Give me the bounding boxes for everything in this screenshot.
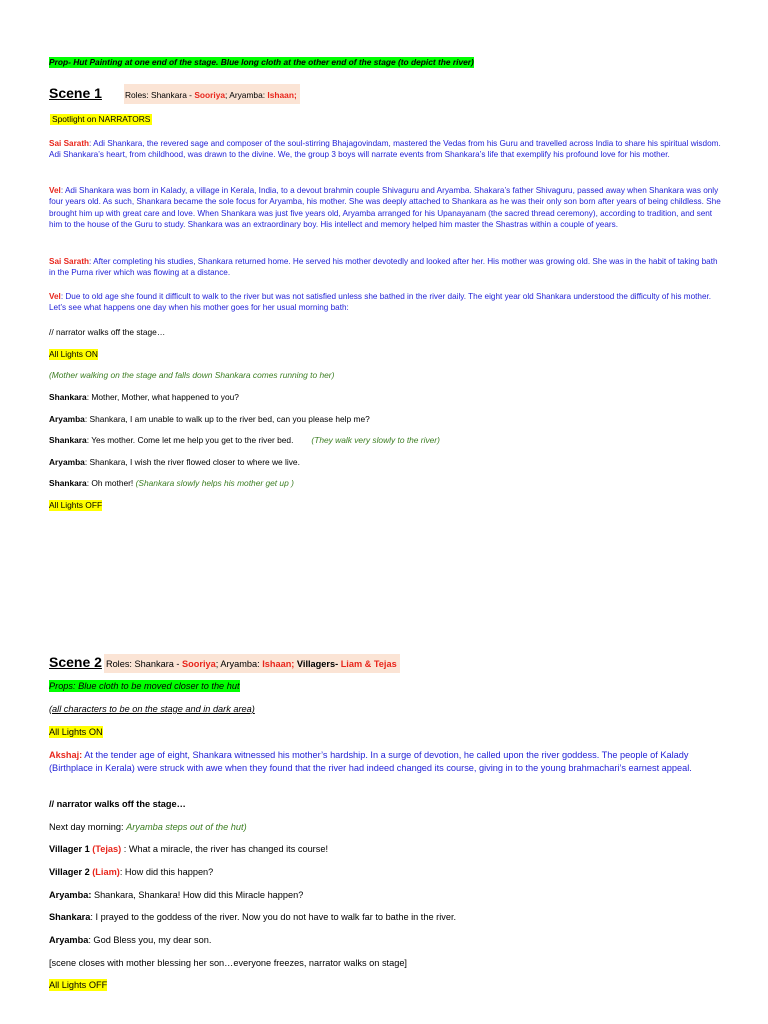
narrator-name: Sai Sarath bbox=[49, 257, 90, 266]
scene2-heading bbox=[49, 652, 400, 672]
dialogue-line bbox=[49, 392, 239, 403]
scene1-heading bbox=[49, 83, 300, 103]
speaker-name: Aryamba bbox=[49, 457, 85, 467]
narration-text: : Due to old age she found it difficult to walk to the river but was not satisfied unless she bathed in the river daily. The eight year old Shankara understood the difficulty of his mother. Let’s see what happens one day when his mother goes for her usual morning bath: bbox=[49, 292, 712, 313]
speaker-name: Aryamba bbox=[49, 414, 85, 424]
shankara-actor: Sooriya bbox=[182, 659, 216, 669]
roles-prefix: Roles: Shankara - bbox=[105, 659, 183, 669]
narrator-exit-note: // narrator walks off the stage… bbox=[49, 327, 166, 337]
aryamba-label: ; Aryamba: bbox=[215, 659, 263, 669]
speaker-name: Shankara bbox=[49, 478, 87, 488]
lights-off-cue: All Lights OFF bbox=[49, 980, 108, 990]
narrator-name: Akshaj: bbox=[49, 750, 83, 760]
stage-direction: (Shankara slowly helps his mother get up ) bbox=[135, 478, 294, 488]
dialogue-line bbox=[49, 457, 300, 468]
shankara-actor: Sooriya bbox=[194, 90, 226, 100]
speaker-name: Shankara bbox=[49, 912, 91, 922]
narration-text: : Adi Shankara was born in Kalady, a village in Kerala, India, to a devout brahmin couple Shivaguru and Aryamba. Shakara’s father Shivaguru, passed away when Shankara was only four years old. As such, Shankara became the sole focus for Aryamba, his mother. She was deeply attached to Shankara as he was their only son born after years of being childless. She brought him up with great care and love. When Shankara was just five years old, Aryamba arranged for his Upanayanam (the sacred thread ceremony), according to tradition, and sent him to the house of the Guru to study. Shankara was an extraordinary boy. His intellect and memory helped him master the Shastras within a couple of years. bbox=[49, 186, 721, 229]
props-note: Props: Blue cloth to be moved closer to the hut bbox=[49, 681, 240, 691]
narrator-name: Vel bbox=[49, 292, 61, 301]
speaker-name: Aryamba bbox=[49, 935, 89, 945]
dialogue-line bbox=[49, 843, 328, 855]
dialogue-text: : I prayed to the goddess of the river. Now you do not have to walk far to bathe in the river. bbox=[90, 912, 457, 922]
aryamba-actor: Ishaan; bbox=[267, 90, 297, 100]
dialogue-text: : Mother, Mother, what happened to you? bbox=[86, 392, 239, 402]
narration-akshaj bbox=[49, 749, 725, 775]
narrator-exit-note: // narrator walks off the stage… bbox=[49, 799, 186, 809]
lights-on-cue: All Lights ON bbox=[49, 727, 103, 737]
dialogue-line bbox=[49, 478, 294, 489]
dialogue-text: : What a miracle, the river has changed its course! bbox=[121, 844, 328, 854]
speaker-name: Shankara bbox=[49, 435, 87, 445]
narration-text: : Adi Shankara, the revered sage and composer of the soul-stirring Bhajagovindam, mastered the Vedas from his Guru and travelled across India to share his spiritual wisdom. Adi Shankara’s heart, from childhood, was drawn to the divine. We, the group 3 boys will narrate events from Shankara’s life that exemplify his profound love for his mother. bbox=[49, 139, 721, 160]
villagers-actors: Liam & Tejas bbox=[340, 659, 397, 669]
next-day-label: Next day morning: bbox=[49, 822, 127, 832]
aryamba-label: ; Aryamba: bbox=[225, 90, 268, 100]
characters-note: (all characters to be on the stage and in dark area) bbox=[49, 704, 255, 714]
dialogue-text: : God Bless you, my dear son. bbox=[88, 935, 212, 945]
narration-1 bbox=[49, 138, 725, 161]
stage-direction: (Mother walking on the stage and falls down Shankara comes running to her) bbox=[49, 370, 335, 380]
dialogue-line bbox=[49, 414, 370, 425]
speaker-name: Villager 2 bbox=[49, 867, 93, 877]
actor-name: (Tejas) bbox=[92, 844, 122, 854]
narration-4 bbox=[49, 291, 725, 314]
scene1-roles bbox=[124, 84, 300, 104]
speaker-name: Villager 1 bbox=[49, 844, 93, 854]
dialogue-text: : Yes mother. Come let me help you get to the river bed. bbox=[86, 435, 294, 445]
actor-name: (Liam) bbox=[92, 867, 120, 877]
dialogue-line bbox=[49, 889, 303, 901]
dialogue-line bbox=[49, 866, 213, 878]
stage-direction: (They walk very slowly to the river) bbox=[311, 435, 440, 445]
lights-on-cue: All Lights ON bbox=[49, 349, 98, 359]
scene2-title: Scene 2 bbox=[49, 654, 102, 670]
villagers-label: Villagers- bbox=[294, 659, 341, 669]
narration-text: At the tender age of eight, Shankara witnessed his mother’s hardship. In a surge of devotion, he called upon the river goddess. The people of Kalady (Birthplace in Kerala) were struck with awe when they found that the river had indeed changed its course, giving in to the young brahmachari’s earnest appeal. bbox=[49, 750, 692, 774]
speaker-name: Aryamba: bbox=[49, 890, 92, 900]
lights-off-cue: All Lights OFF bbox=[49, 500, 103, 510]
narration-2 bbox=[49, 185, 725, 230]
narration-text: : After completing his studies, Shankara returned home. He served his mother devotedly and looked after her. His mother was growing old. She was in the habit of taking bath in the Purna river which was flowing at a distance. bbox=[49, 257, 718, 278]
dialogue-line bbox=[49, 934, 211, 946]
dialogue-text: : Oh mother! bbox=[86, 478, 136, 488]
prop-note: Prop- Hut Painting at one end of the stage. Blue long cloth at the other end of the stage (to depict the river) bbox=[49, 57, 474, 67]
stage-direction: Aryamba steps out of the hut) bbox=[126, 822, 247, 832]
scene2-roles bbox=[104, 654, 400, 673]
closing-note: [scene closes with mother blessing her son…everyone freezes, narrator walks on stage] bbox=[49, 958, 407, 968]
spotlight-cue: Spotlight on NARRATORS bbox=[52, 114, 151, 124]
scene1-title: Scene 1 bbox=[49, 85, 102, 101]
narration-3 bbox=[49, 256, 725, 279]
roles-prefix: Roles: Shankara - bbox=[124, 90, 195, 100]
dialogue-line bbox=[49, 911, 456, 923]
aryamba-actor: Ishaan; bbox=[262, 659, 295, 669]
narrator-name: Sai Sarath bbox=[49, 139, 90, 148]
dialogue-text: : Shankara, I wish the river flowed closer to where we live. bbox=[84, 457, 300, 467]
dialogue-text: : Shankara, I am unable to walk up to the river bed, can you please help me? bbox=[84, 414, 370, 424]
speaker-name: Shankara bbox=[49, 392, 87, 402]
narrator-name: Vel bbox=[49, 186, 61, 195]
dialogue-text: : How did this happen? bbox=[119, 867, 214, 877]
dialogue-line bbox=[49, 435, 440, 446]
next-day-line bbox=[49, 821, 247, 833]
dialogue-text: Shankara, Shankara! How did this Miracle happen? bbox=[91, 890, 304, 900]
